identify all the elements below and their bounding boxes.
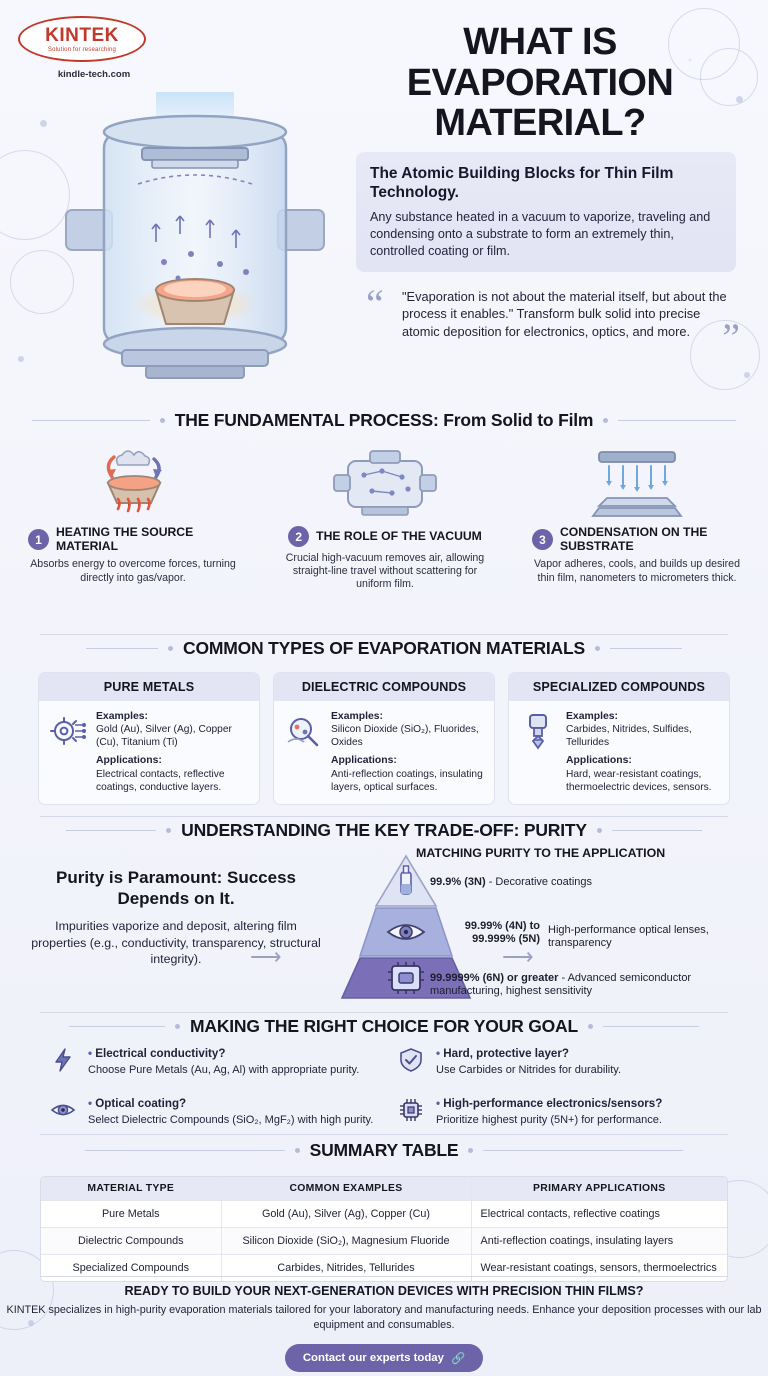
section-heading-types: [0, 638, 768, 659]
applications-value: Hard, wear-resistant coatings, thermoelectric devices, sensors.: [566, 768, 712, 793]
molecule-dot-decor: [744, 372, 750, 378]
card-title: PURE METALS: [39, 673, 259, 701]
process-step-3: [532, 446, 742, 585]
pyramid-title: MATCHING PURITY TO THE APPLICATION: [416, 846, 666, 860]
page-title: WHAT IS EVAPORATION MATERIAL?: [406, 21, 674, 145]
cell-material-type: Pure Metals: [41, 1201, 221, 1228]
step-description: Absorbs energy to overcome forces, turning directly into gas/vapor.: [30, 558, 236, 584]
purity-text-block: [26, 868, 326, 967]
purity-desc: - Advanced semiconductor manufacturing, highest sensitivity: [430, 972, 692, 998]
purity-grade: 99.9999% (6N) or greater: [430, 972, 559, 984]
eye-icon: [50, 1096, 78, 1128]
step-number: 3: [532, 529, 553, 550]
subtitle-body: Any substance heated in a vacuum to vaporize, traveling and condensing onto a substrate to form an extremely thin, controlled coating or film.: [370, 210, 711, 258]
table-row: [41, 1201, 727, 1228]
pull-quote: [366, 281, 740, 361]
card-specialized-compounds: [508, 672, 730, 805]
evaporation-chamber-illustration: [60, 92, 330, 392]
step-description: Vapor adheres, cools, and builds up desired thin film, nanometers to micrometers thick.: [534, 558, 740, 584]
applications-value: Anti-reflection coatings, insulating layers, optical surfaces.: [331, 768, 483, 793]
divider: [40, 816, 728, 817]
card-title: SPECIALIZED COMPOUNDS: [509, 673, 729, 701]
choice-heading: MAKING THE RIGHT CHOICE FOR YOUR GOAL: [190, 1016, 578, 1036]
divider: [40, 1012, 728, 1013]
purity-grade: 99.99% (4N) to 99.999% (5N): [464, 920, 540, 946]
card-dielectric-compounds: [273, 672, 495, 805]
column-header-material-type: MATERIAL TYPE: [41, 1177, 221, 1201]
magnifier-icon: [283, 710, 323, 794]
subtitle-card: [356, 152, 736, 272]
process-heading: THE FUNDAMENTAL PROCESS: From Solid to Film: [174, 410, 594, 430]
purity-level-1: [430, 876, 730, 889]
section-heading-purity: [0, 820, 768, 841]
applications-label: Applications:: [96, 755, 162, 767]
choice-answer: Use Carbides or Nitrides for durability.: [436, 1064, 622, 1077]
section-heading-choice: [0, 1016, 768, 1037]
choice-answer: Choose Pure Metals (Au, Ag, Al) with appropriate purity.: [88, 1064, 360, 1077]
choice-question: • Optical coating?: [88, 1096, 373, 1111]
molecule-dot-decor: [40, 120, 47, 127]
choice-question: • Electrical conductivity?: [88, 1046, 359, 1061]
table-header-row: [41, 1177, 727, 1201]
cell-material-type: Dielectric Compounds: [41, 1228, 221, 1255]
cell-material-type: Specialized Compounds: [41, 1255, 221, 1282]
cell-common-examples: Gold (Au), Silver (Ag), Copper (Cu): [221, 1201, 471, 1228]
summary-heading: SUMMARY TABLE: [309, 1140, 459, 1160]
examples-label: Examples:: [566, 711, 618, 722]
cell-common-examples: Carbides, Nitrides, Tellurides: [221, 1255, 471, 1282]
chip-icon: [388, 962, 424, 994]
vacuum-chamber-icon: [280, 446, 490, 520]
step-description: Crucial high-vacuum removes air, allowing straight-line travel without scattering for uniform film.: [285, 552, 485, 591]
logo-oval: [18, 16, 146, 62]
table-row: [41, 1228, 727, 1255]
gear-circuit-icon: [48, 710, 88, 794]
choice-item-conductivity: [50, 1046, 380, 1078]
cta-label: Contact our experts today: [302, 1352, 444, 1365]
divider: [40, 1134, 728, 1135]
brand-name: KINTEK: [45, 24, 119, 46]
material-type-cards: [38, 672, 730, 805]
examples-label: Examples:: [331, 711, 383, 722]
footer-body: KINTEK specializes in high-purity evaporation materials tailored for your laboratory and manufacturing needs. Enhance your deposition processes with our lab equipment and consumables.: [6, 1304, 762, 1331]
examples-label: Examples:: [96, 711, 148, 722]
choice-question: • High-performance electronics/sensors?: [436, 1096, 662, 1111]
cell-primary-applications: Anti-reflection coatings, insulating layers: [471, 1228, 727, 1255]
step-title: HEATING THE SOURCE MATERIAL: [56, 525, 194, 553]
subtitle-heading: The Atomic Building Blocks for Thin Film Technology.: [370, 165, 674, 202]
quote-close-icon: ”: [722, 315, 740, 361]
table-row: [41, 1255, 727, 1282]
brand-url[interactable]: kindle-tech.com: [57, 69, 131, 80]
purity-left-title: Purity is Paramount: Success Depends on It.: [56, 868, 296, 908]
choice-answer: Prioritize highest purity (5N+) for performance.: [436, 1114, 662, 1127]
process-step-1: [28, 446, 238, 585]
step-title: CONDENSATION ON THE SUBSTRATE: [560, 525, 708, 553]
condensation-substrate-icon: [532, 446, 742, 520]
footer-headline: READY TO BUILD YOUR NEXT-GENERATION DEVICES WITH PRECISION THIN FILMS?: [124, 1284, 644, 1298]
bolt-icon: [50, 1046, 78, 1078]
applications-value: Electrical contacts, reflective coatings, conductive layers.: [96, 768, 225, 793]
arrow-right-icon: ⟶: [250, 944, 282, 969]
choice-item-protective: [398, 1046, 728, 1078]
applications-label: Applications:: [331, 755, 397, 767]
purity-level-2-desc: [548, 924, 738, 951]
purity-section: [0, 846, 768, 1012]
quote-text: "Evaporation is not about the material itself, but about the process it enables." Transform bulk solid into precise atomic deposition for electronics, optics, and more.: [402, 289, 727, 339]
arrow-right-icon: ⟶: [502, 944, 534, 969]
examples-value: Silicon Dioxide (SiO₂), Fluorides, Oxides: [331, 724, 479, 749]
footer-cta-section: [0, 1284, 768, 1372]
step-number: 1: [28, 529, 49, 550]
step-number: 2: [288, 526, 309, 547]
divider: [40, 1276, 728, 1277]
divider: [40, 634, 728, 635]
choice-answer: Select Dielectric Compounds (SiO₂, MgF₂) with high purity.: [88, 1114, 374, 1127]
types-heading: COMMON TYPES OF EVAPORATION MATERIALS: [183, 638, 585, 658]
choice-question: • Hard, protective layer?: [436, 1046, 621, 1061]
cell-primary-applications: Electrical contacts, reflective coatings: [471, 1201, 727, 1228]
brand-tagline: Solution for researching: [47, 46, 117, 53]
heating-source-icon: [28, 446, 238, 520]
contact-experts-button[interactable]: [285, 1344, 483, 1372]
examples-value: Gold (Au), Silver (Ag), Copper (Cu), Titanium (Ti): [96, 724, 232, 749]
step-title: THE ROLE OF THE VACUUM: [316, 528, 482, 543]
choice-item-electronics: [398, 1096, 728, 1128]
purity-left-body: Impurities vaporize and deposit, altering film properties (e.g., conductivity, transparency, structural integrity).: [31, 919, 321, 966]
examples-value: Carbides, Nitrides, Sulfides, Tellurides: [566, 724, 692, 749]
drill-bit-icon: [518, 710, 558, 794]
section-heading-summary: [0, 1140, 768, 1161]
summary-table: [40, 1176, 728, 1282]
cell-primary-applications: Wear-resistant coatings, sensors, thermoelectrics: [471, 1255, 727, 1282]
purity-level-3: [430, 972, 750, 999]
card-title: DIELECTRIC COMPOUNDS: [274, 673, 494, 701]
card-pure-metals: [38, 672, 260, 805]
choice-item-optical: [50, 1096, 380, 1128]
quote-open-icon: “: [366, 281, 384, 326]
applications-label: Applications:: [566, 755, 632, 767]
link-icon: 🔗: [450, 1353, 466, 1366]
purity-desc: - Decorative coatings: [488, 876, 593, 888]
purity-level-2-grade: [430, 920, 540, 947]
molecule-dot-decor: [18, 356, 24, 362]
section-heading-process: [0, 410, 768, 431]
purity-heading: UNDERSTANDING THE KEY TRADE-OFF: PURITY: [181, 820, 587, 840]
shield-check-icon: [398, 1046, 426, 1078]
cell-common-examples: Silicon Dioxide (SiO₂), Magnesium Fluoride: [221, 1228, 471, 1255]
purity-desc: High-performance optical lenses, transparency: [548, 924, 709, 950]
purity-grade: 99.9% (3N): [430, 876, 486, 888]
column-header-primary-applications: PRIMARY APPLICATIONS: [471, 1177, 727, 1201]
chip-icon: [398, 1096, 426, 1128]
column-header-common-examples: COMMON EXAMPLES: [221, 1177, 471, 1201]
process-step-2: [280, 446, 490, 592]
brand-logo[interactable]: [18, 16, 168, 80]
